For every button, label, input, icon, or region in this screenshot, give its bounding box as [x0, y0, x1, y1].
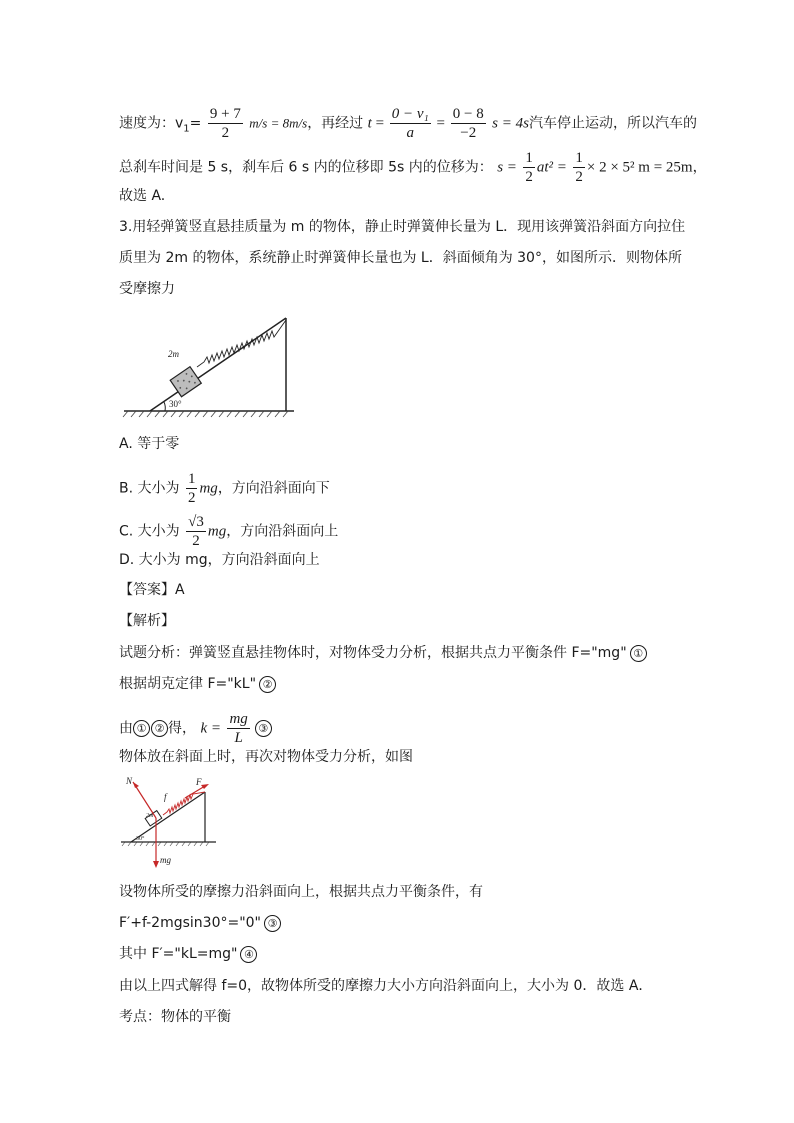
circled-1: ① [630, 645, 647, 662]
solution-line-1 [119, 643, 647, 663]
analysis-heading: 【解析】 [119, 613, 175, 629]
option-b-mg: mg [199, 480, 218, 497]
fraction-denominator: L [234, 730, 243, 746]
text-from: 由 [119, 720, 133, 737]
solution-line-6 [119, 913, 281, 933]
normal-force-arrowhead [133, 782, 139, 788]
question-3-line-3: 受摩擦力 [119, 281, 175, 297]
k-equals: k = [200, 720, 221, 737]
incline-spring-figure [122, 310, 297, 418]
option-c [119, 513, 338, 550]
gravity-label: mg [160, 855, 171, 865]
circled-2: ② [151, 720, 168, 737]
text-car-stops: 汽车停止运动，所以汽车的 [528, 115, 697, 132]
solution-displacement-line [119, 149, 707, 186]
fraction-denominator: 2 [221, 125, 230, 141]
knowledge-point: 考点：物体的平衡 [119, 1009, 231, 1025]
equals-sign: = [189, 115, 202, 132]
option-b [119, 470, 330, 507]
angle-label: 30° [136, 836, 145, 842]
spring-force-arrow [185, 786, 205, 798]
solution-speed-line: 速度为：$v_1=$ $\frac{9 + 7}{2}$ m/s = 8m/s，再经过 t = $\frac{\text{0 − v₁}}{a}$ = $\frac{0 - 8}{-2}$ s = 4s汽车停止运动，所以汽车的 [119, 106, 697, 141]
text-get: 得， [168, 720, 196, 737]
spring [163, 792, 205, 815]
fraction-half [523, 149, 535, 186]
fraction-numerator: √3 [188, 514, 204, 530]
fraction-denominator: 2 [575, 169, 583, 185]
option-c-prefix: C. 大小为 [119, 523, 180, 540]
fraction-numerator: 1 [575, 150, 583, 166]
circled-3: ③ [255, 720, 272, 737]
option-c-mg: mg [207, 523, 227, 540]
fraction-time-numeric [451, 105, 486, 142]
mass-block [170, 367, 201, 397]
circled-3: ③ [264, 915, 281, 932]
solution-line-5: 设物体所受的摩擦力沿斜面向上，根据共点力平衡条件，有 [119, 884, 483, 900]
time-symbol: t [367, 115, 372, 132]
circled-2: ② [259, 676, 276, 693]
ground-hatching [123, 411, 288, 417]
text-choose-a: 故选 A. [119, 188, 166, 204]
force-diagram-figure [119, 772, 219, 870]
displacement-calc: × 2 × 5² m = 25m [586, 159, 693, 176]
spring-force-label: F [196, 777, 202, 787]
speed-label: 速度为：v [119, 115, 184, 132]
fraction-one-half [186, 470, 198, 507]
solution-line-7 [119, 944, 257, 964]
fraction-denominator: a [406, 125, 415, 141]
fraction-numerator: 1 [525, 150, 533, 166]
at-squared: at² = [536, 159, 567, 176]
question-3-line-2: 质里为 2m 的物体，系统静止时弹簧伸长量也为 L．斜面倾角为 30°，如图所示．则物体所 [119, 250, 682, 266]
solution-text-1: 试题分析：弹簧竖直悬挂物体时，对物体受力分析，根据共点力平衡条件 F="mg" [119, 645, 627, 661]
solution-text-2: 根据胡克定律 F="kL" [119, 676, 257, 692]
fraction-numerator: 9 + 7 [209, 106, 241, 122]
speed-value: = 8m/s [267, 115, 308, 131]
fraction-numerator: 1 [187, 471, 196, 487]
fraction-half-2 [573, 149, 585, 186]
v-subscript: 1 [183, 123, 190, 135]
circled-1: ① [133, 720, 150, 737]
time-result: s = 4s [492, 115, 529, 132]
unit-ms: m/s [249, 115, 268, 131]
option-a: A. 等于零 [119, 436, 180, 452]
normal-force-arrow [133, 782, 156, 818]
option-b-direction: ，方向沿斜面向下 [217, 480, 330, 497]
normal-force-label: N [126, 776, 133, 786]
equilibrium-equation: F′+f-2mgsin30°="0" [119, 915, 261, 931]
fraction-numerator: 0 − v₁ [391, 106, 429, 122]
fraction-denominator: −2 [460, 125, 477, 141]
solution-line-4: 物体放在斜面上时，再次对物体受力分析，如图 [119, 749, 413, 765]
option-d: D. 大小为 mg，方向沿斜面向上 [119, 552, 320, 568]
mass-label: 2m [146, 813, 154, 819]
friction-label: f [164, 792, 167, 802]
spring-force-equation: 其中 F′="kL=mg" [119, 946, 238, 962]
gravity-arrowhead [153, 861, 159, 868]
solution-line-2 [119, 674, 276, 694]
incline-surface [131, 792, 205, 842]
option-c-direction: ，方向沿斜面向上 [226, 523, 339, 540]
fraction-denominator: 2 [192, 533, 200, 549]
fraction-time-symbolic [390, 105, 431, 142]
question-3-line-1: 3.用轻弹簧竖直悬挂质量为 m 的物体，静止时弹簧伸长量为 L．现用该弹簧沿斜面方向拉住 [119, 219, 686, 235]
text-braking-time: 总刹车时间是 5 s，刹车后 6 s 内的位移即 5s 内的位移为： [119, 159, 493, 176]
incline-surface [150, 318, 286, 411]
text-then: ，再经过 [307, 115, 364, 132]
solution-conclusion: 由以上四式解得 f=0，故物体所受的摩擦力大小方向沿斜面向上，大小为 0．故选 A． [119, 978, 653, 994]
fraction-mg-over-L [227, 710, 249, 747]
fraction-numerator: mg [229, 711, 248, 727]
answer-line: 【答案】A [119, 582, 185, 598]
option-b-prefix: B. 大小为 [119, 480, 180, 497]
fraction-avg-speed [208, 105, 243, 142]
mass-label: 2m [168, 349, 179, 359]
fraction-sqrt3-half [186, 513, 206, 550]
fraction-denominator: 2 [525, 169, 533, 185]
comma: ， [692, 159, 707, 176]
angle-label: 30° [169, 399, 182, 409]
angle-arc [164, 402, 165, 411]
solution-line-3 [119, 710, 272, 747]
fraction-denominator: 2 [187, 490, 196, 506]
fraction-numerator: 0 − 8 [452, 106, 484, 122]
s-equals: s = [497, 159, 517, 176]
circled-4: ④ [240, 946, 257, 963]
